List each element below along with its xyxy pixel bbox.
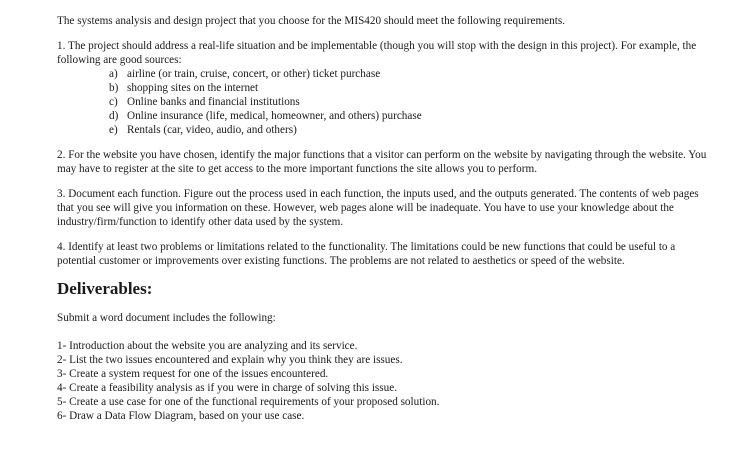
source-item bbox=[109, 95, 717, 109]
source-text: Online banks and financial institutions bbox=[127, 96, 300, 108]
deliverables-heading: Deliverables: bbox=[57, 279, 153, 298]
list-marker: b) bbox=[109, 82, 119, 94]
deliverables-list bbox=[57, 339, 717, 423]
deliverable-item: 3- Create a system request for one of the issues encountered. bbox=[57, 368, 329, 380]
deliverable-item: 6- Draw a Data Flow Diagram, based on your use case. bbox=[57, 410, 305, 422]
deliverable-item: 5- Create a use case for one of the functional requirements of your proposed solution. bbox=[57, 396, 440, 408]
document-page bbox=[57, 14, 717, 423]
source-text: airline (or train, cruise, concert, or other) ticket purchase bbox=[127, 68, 381, 80]
source-text: Rentals (car, video, audio, and others) bbox=[127, 124, 297, 136]
source-item bbox=[109, 123, 717, 137]
deliverable-item: 1- Introduction about the website you are analyzing and its service. bbox=[57, 340, 358, 352]
list-marker: e) bbox=[109, 124, 118, 136]
sources-list bbox=[57, 67, 717, 137]
requirement-3: 3. Document each function. Figure out the process used in each function, the inputs used, and the outputs generated. The contents of web pages that you see will give you information on these. However, web pages alone will be inadequate. You have to use your knowledge about the industry/firm/function to identify other data used by the system. bbox=[57, 188, 699, 228]
requirement-1-text: 1. The project should address a real-life situation and be implementable (though you will stop with the design in this project). For example, the following are good sources: bbox=[57, 40, 697, 66]
requirement-4: 4. Identify at least two problems or limitations related to the functionality. The limitations could be new functions that could be useful to a potential customer or improvements over existing functions. The problems are not related to aesthetics or speed of the website. bbox=[57, 241, 676, 267]
list-marker: a) bbox=[109, 68, 118, 80]
source-text: shopping sites on the internet bbox=[127, 82, 259, 94]
source-item bbox=[109, 67, 717, 81]
intro-paragraph: The systems analysis and design project that you choose for the MIS420 should meet the following requirements. bbox=[57, 15, 565, 27]
requirement-1 bbox=[57, 39, 717, 137]
submit-instruction: Submit a word document includes the following: bbox=[57, 312, 276, 324]
list-marker: c) bbox=[109, 96, 118, 108]
deliverable-item: 2- List the two issues encountered and explain why you think they are issues. bbox=[57, 354, 403, 366]
deliverable-item: 4- Create a feasibility analysis as if you were in charge of solving this issue. bbox=[57, 382, 397, 394]
source-item bbox=[109, 81, 717, 95]
requirement-2: 2. For the website you have chosen, identify the major functions that a visitor can perform on the website by navigating through the website. You may have to register at the site to get access to the more important functions the site allows you to perform. bbox=[57, 149, 707, 175]
list-marker: d) bbox=[109, 110, 119, 122]
source-item bbox=[109, 109, 717, 123]
source-text: Online insurance (life, medical, homeowner, and others) purchase bbox=[127, 110, 422, 122]
